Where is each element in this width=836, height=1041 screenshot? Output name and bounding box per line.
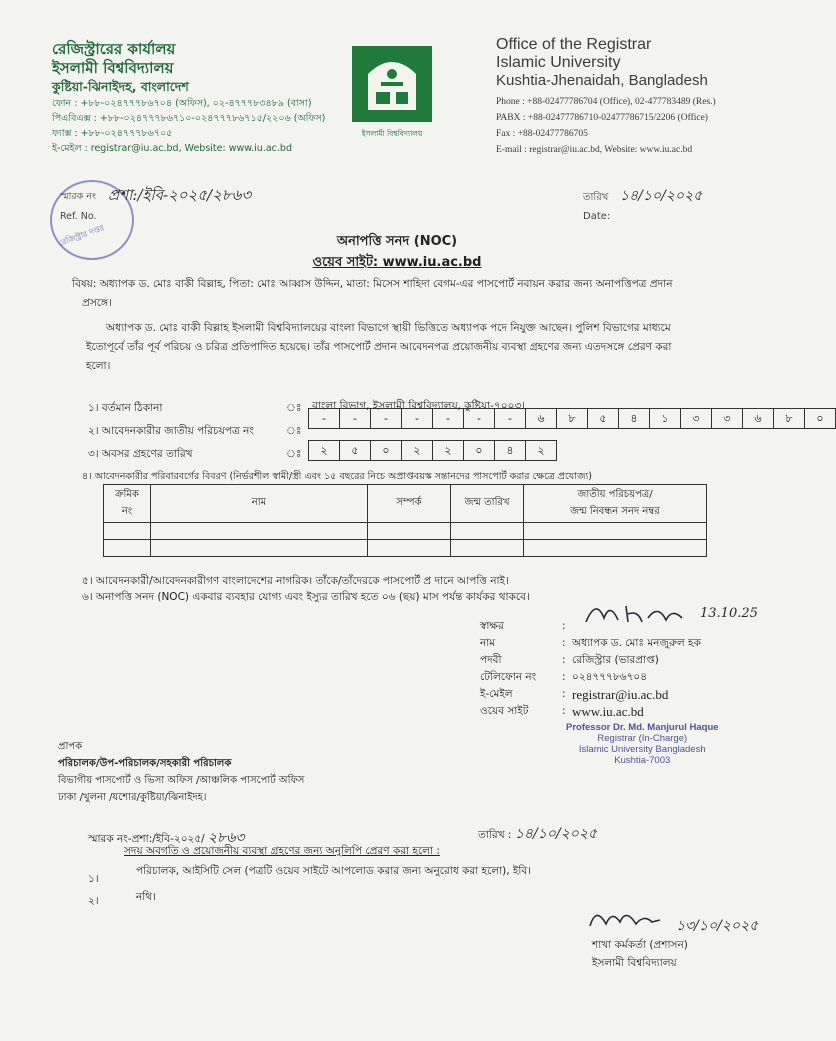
seal-line-2: Registrar (In-Charge): [597, 733, 688, 744]
digit-box: -: [495, 409, 526, 428]
office-name-en: Office of the Registrar: [496, 36, 652, 53]
copy-date-value: ১৪/১০/২০২৫: [514, 826, 598, 842]
signatory-label: পদবী: [480, 654, 502, 666]
office-name-bn: রেজিস্ট্রারের কার্যালয়: [52, 40, 176, 58]
footer-sign-date: ১৩/১০/২০২৫: [676, 918, 759, 934]
date-label-en: Date:: [583, 211, 611, 222]
header-nid-line2: জন্ম নিবন্ধন সনদ নম্বর: [570, 505, 660, 517]
digit-box: ০: [371, 441, 402, 460]
digit-box: -: [402, 409, 433, 428]
item-1-value: বাংলা বিভাগ, ইসলামী বিশ্ববিদ্যালয়, কুষ্টিয়া-৭০০৩।: [312, 400, 526, 412]
seal-line-4: Kushtia-7003: [614, 755, 671, 766]
header-bn: [52, 40, 352, 156]
item-1-colon: ঃ: [286, 402, 302, 414]
copy-date-label: তারিখ :: [478, 829, 512, 841]
digit-box: ০: [816, 412, 824, 425]
logo-caption: ইসলামী বিশ্ববিদ্যালয়: [361, 129, 423, 138]
item-2-label: ২। আবেদনকারীর জাতীয় পরিচয়পত্র নং: [88, 425, 254, 437]
copy-item-1-text: পরিচালক, আইসিটি সেল (পত্রটি ওয়েব সাইটে আপলোড করার জন্য অনুরোধ করা হলো), ইবি।: [136, 865, 531, 877]
footer-role: শাখা কর্মকর্তা (প্রশাসন): [592, 939, 688, 951]
digit-box: ৪: [619, 409, 650, 428]
page-title: অনাপত্তি সনদ (NOC): [336, 234, 458, 249]
header-serial-line1: ক্রমিক: [115, 488, 139, 500]
item-4-label: ৪। আবেদনকারীর পরিবারবর্গের বিবরণ (নির্ভরশীল স্বামী/স্ত্রী এবং ১৫ বছরের নিচে অপ্রাপ্তবয়স্ক সন্তানদের পাসপোর্ট করার ক্ষেত্রে প্রযোজ্য): [82, 471, 592, 482]
signatory-colon: :: [562, 688, 566, 700]
stamp-text: রেজিস্ট্রার দপ্তর: [57, 223, 106, 248]
digit-box: -: [309, 409, 340, 428]
signatory-value: ০২৪৭৭৭৮৬৭০৪: [572, 671, 648, 683]
item-3-colon: ঃ: [286, 448, 302, 460]
digit-box: -: [371, 409, 402, 428]
memo-number: প্রশা:/ইবি-২০২৫/২৮৬৩: [108, 186, 252, 204]
signatory-row: [480, 635, 780, 652]
email-en: E-mail : registrar@iu.ac.bd, Website: www.iu.ac.bd: [496, 145, 693, 155]
recipient-block: [58, 738, 304, 806]
body-line-1: অধ্যাপক ড. মোঃ বাকী বিল্লাহ ইসলামী বিশ্ববিদ্যালয়ের বাংলা বিভাগে স্থায়ী ভিত্তিতে অধ্যাপক পদে নিযুক্ত আছেন। পুলিশ বিভাগের মাধ্যমে: [106, 322, 671, 334]
signatory-colon: :: [562, 654, 566, 666]
signatory-row: [480, 686, 780, 703]
item-1-label: ১। বর্তমান ঠিকানা: [88, 402, 163, 414]
footer-signature-scribble: [586, 904, 676, 936]
pabx-bn: পিএবিএক্স : +৮৮-০২৪৭৭৭৮৬৭১০-০২৪৭৭৭৮৬৭১৫/২২০৬ (অফিস): [52, 113, 326, 124]
family-table: [103, 484, 707, 557]
nid-digit-boxes: [308, 408, 836, 429]
digit-box: -: [433, 409, 464, 428]
digit-box: -: [340, 409, 371, 428]
signatory-colon: :: [562, 620, 566, 632]
subject-text-cont: প্রসঙ্গে।: [82, 297, 112, 309]
pabx-en: PABX : +88-02477786710-02477786715/2206 (Office): [496, 113, 708, 123]
header-nid: [524, 485, 707, 523]
location-bn: কুষ্টিয়া-ঝিনাইদহ, বাংলাদেশ: [52, 79, 189, 94]
digit-box: ৩: [681, 409, 712, 428]
digit-box: ২: [537, 444, 545, 457]
copy-item-2-num: ২।: [88, 895, 99, 907]
digit-box: ২: [433, 441, 464, 460]
website-line: ওয়েব সাইট: www.iu.ac.bd: [312, 255, 482, 270]
digit-box: ২: [309, 441, 340, 460]
body-line-3: হলো।: [86, 360, 111, 372]
digit-box: ৩: [712, 409, 743, 428]
digit-box: ২: [402, 441, 433, 460]
memo-label-bn: স্মারক নং: [60, 191, 97, 202]
date-value: ১৪/১০/২০২৫: [620, 188, 703, 204]
signatory-colon: :: [562, 637, 566, 649]
seal-line-3: Islamic University Bangladesh: [578, 744, 706, 755]
signatory-value: অধ্যাপক ড. মোঃ মনজুরুল হক: [572, 637, 701, 649]
phone-en: Phone : +88-02477786704 (Office), 02-477783489 (Res.): [496, 97, 716, 107]
copy-item-1-num: ১।: [88, 873, 99, 885]
signatory-details: [480, 618, 780, 720]
logo-emblem-icon: [346, 44, 438, 124]
registrar-seal: [566, 722, 719, 766]
table-row: [104, 540, 707, 557]
header-serial: [104, 485, 151, 523]
digit-box: ৮: [557, 409, 588, 428]
signature-date: 13.10.25: [700, 606, 758, 621]
digit-box: ৫: [588, 409, 619, 428]
body-paragraph: [86, 319, 746, 376]
body-line-2: ইতোপূর্বে তাঁর পূর্ব পরিচয় ও চরিত্র প্রতিপাদিত হয়েছে। তাঁর পাসপোর্ট প্রদান আবেদনপত্র প্রয়োজনীয় ব্যবস্থা গ্রহণের জন্য এতদসঙ্গে প্রেরণ করা: [86, 341, 672, 353]
digit-box: ১: [650, 409, 681, 428]
item-5: ৫। আবেদনকারী/আবেদনকারীগণ বাংলাদেশের নাগরিক। তাঁকে/তাঁদেরকে পাসপোর্ট প্র দানে আপত্তি নাই।: [82, 575, 509, 587]
signatory-colon: :: [562, 705, 566, 717]
recipient-line-2: বিভাগীয় পাসপোর্ট ও ভিসা অফিস /আঞ্চলিক পাসপোর্ট অফিস: [58, 775, 305, 786]
signatory-label: ই-মেইল: [480, 688, 513, 700]
header-nid-line1: জাতীয় পরিচয়পত্র/: [577, 488, 653, 500]
item-2-colon: ঃ: [286, 425, 302, 437]
memo-ref: [60, 190, 96, 222]
table-row: [104, 523, 707, 540]
copy-memo-number: ২৮৬৩: [208, 830, 245, 846]
digit-box: ০: [464, 441, 495, 460]
date-label-bn: তারিখ: [583, 192, 609, 203]
subject-label: বিষয়:: [72, 278, 97, 290]
fax-en: Fax : +88-02477786705: [496, 129, 588, 139]
university-logo: [346, 44, 438, 136]
signatory-row: [480, 618, 780, 635]
phone-bn: ফোন : +৮৮-০২৪৭৭৭৮৬৭০৪ (অফিস), ০২-৪৭৭৭৮৩৪৮৯ (বাসা): [52, 98, 312, 109]
signatory-value: registrar@iu.ac.bd: [572, 687, 669, 702]
recipient-label: প্রাপক: [58, 741, 83, 752]
header-dob: জন্ম তারিখ: [451, 485, 524, 523]
signatory-label: ওয়েব সাইট: [480, 705, 529, 717]
retirement-date-boxes: [308, 440, 557, 461]
item-3-label: ৩। অবসর গ্রহণের তারিখ: [88, 448, 193, 460]
email-bn: ই-মেইল : registrar@iu.ac.bd, Website: www.iu.ac.bd: [52, 143, 292, 154]
signatory-value: www.iu.ac.bd: [572, 704, 644, 719]
copy-date: [478, 822, 597, 846]
copy-item-2-text: নথি।: [136, 891, 156, 903]
location-en: Kushtia-Jhenaidah, Bangladesh: [496, 72, 708, 89]
copy-intro: সদয় অবগতি ও প্রয়োজনীয় ব্যবস্থা গ্রহণের জন্য অনুলিপি প্রেরণ করা হলো :: [124, 845, 440, 857]
signatory-colon: :: [562, 671, 566, 683]
digit-box: -: [464, 409, 495, 428]
header-en: [496, 36, 786, 158]
signatory-row: [480, 669, 780, 686]
header-serial-line2: নং: [121, 505, 133, 517]
university-name-en: Islamic University: [496, 54, 621, 71]
memo-label-en: Ref. No.: [60, 211, 97, 222]
signatory-row: [480, 652, 780, 669]
signatory-value: রেজিস্ট্রার (ভারপ্রাপ্ত): [572, 654, 659, 666]
signatory-row: [480, 703, 780, 720]
subject: [72, 275, 737, 313]
date-block: [583, 190, 610, 222]
header-name: নাম: [151, 485, 368, 523]
recipient-line-1: পরিচালক/উপ-পরিচালক/সহকারী পরিচালক: [58, 758, 232, 769]
signatory-label: স্বাক্ষর: [480, 620, 504, 632]
copy-memo-label: স্মারক নং-প্রশা:/ইবি-২০২৫/: [88, 833, 205, 845]
header-relation: সম্পর্ক: [368, 485, 451, 523]
digit-box: ৬: [526, 409, 557, 428]
seal-line-1: Professor Dr. Md. Manjurul Haque: [566, 722, 719, 733]
university-name-bn: ইসলামী বিশ্ববিদ্যালয়: [52, 59, 174, 77]
signatory-label: নাম: [480, 637, 496, 649]
fax-bn: ফ্যাক্স : +৮৮-০২৪৭৭৭৮৬৭০৫: [52, 128, 173, 139]
footer-signature-icon: [586, 904, 676, 932]
digit-box: ৫: [340, 441, 371, 460]
digit-box: ৬: [743, 409, 774, 428]
recipient-line-3: ঢাকা /খুলনা /যশোর/কুষ্টিয়া/ঝিনাইদহ।: [58, 792, 207, 803]
item-6: ৬। অনাপত্তি সনদ (NOC) একবার ব্যবহার যোগ্য এবং ইস্যুর তারিখ হতে ০৬ (ছয়) মাস পর্যন্ত কার্যকর থাকবে।: [82, 591, 530, 603]
footer-org: ইসলামী বিশ্ববিদ্যালয়: [592, 957, 677, 969]
subject-text: অধ্যাপক ড. মোঃ বাকী বিল্লাহ, পিতা: মোঃ আব্বাস উদ্দিন, মাতা: মিসেস শাহিদা বেগম-এর পাসপোর্ট নবায়ন করার জন্য অনাপত্তিপত্র প্রদান: [99, 278, 673, 290]
digit-box: ৮: [774, 409, 805, 428]
signatory-label: টেলিফোন নং: [480, 671, 537, 683]
digit-box: ৪: [495, 441, 526, 460]
